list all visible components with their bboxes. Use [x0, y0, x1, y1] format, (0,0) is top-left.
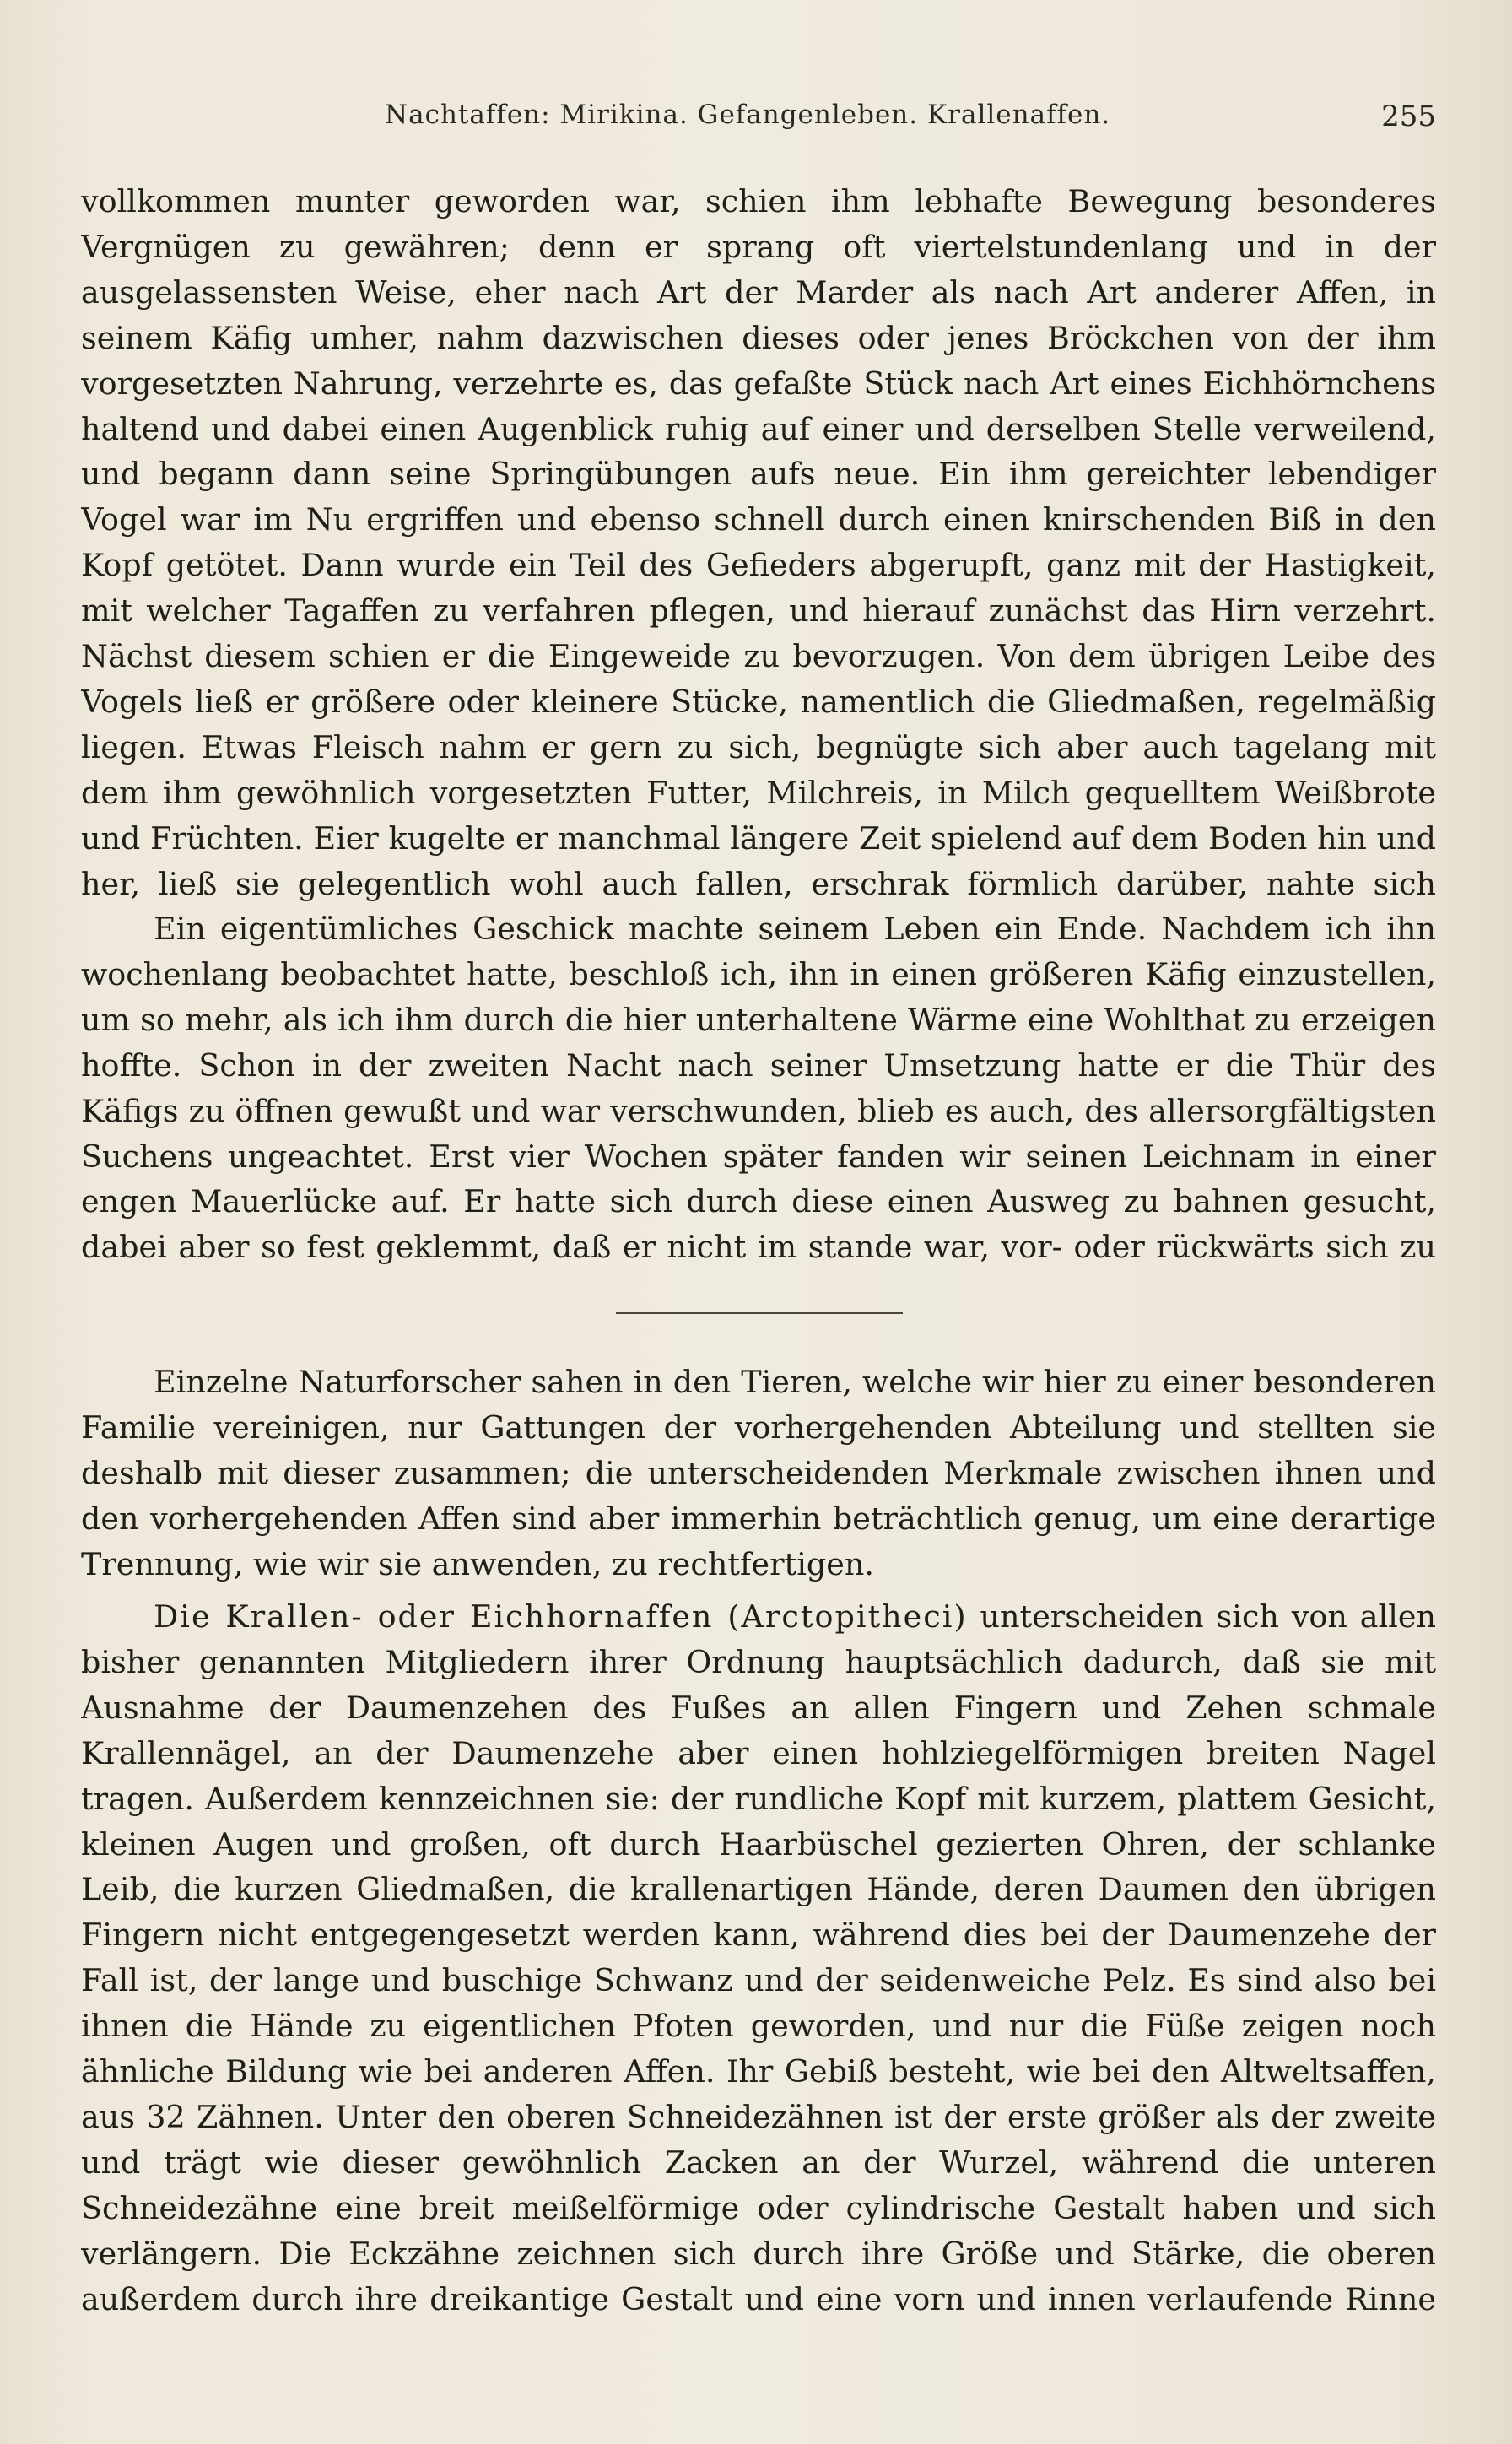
page-number: 255	[1381, 100, 1436, 133]
paragraph-3: Einzelne Naturforscher sahen in den Tieren, welche wir hier zu einer besonderen Familie vereinigen, nur Gattungen der vorhergehenden Abteilung und stellten sie deshalb mit dieser zusammen; die unterscheidenden Merkmale zwischen ihnen und den vorhergehenden Affen sind aber immerhin beträchtlich genug, um eine derartige Trennung, wie wir sie anwenden, zu rechtfertigen.	[81, 1364, 1436, 1582]
section-divider-line	[616, 1312, 903, 1314]
section-divider-area	[81, 1270, 1436, 1360]
running-head: Nachtaffen: Mirikina. Gefangenleben. Krallenaffen.	[385, 100, 1111, 130]
body-text	[81, 179, 1436, 2320]
paragraph-1: vollkommen munter geworden war, schien ihm lebhafte Bewegung besonderes Vergnügen zu gewähren; denn er sprang oft viertelstundenlang und in der ausgelassensten Weise, eher nach Art der Marder als nach Art anderer Affen, in seinem Käfig umher, nahm dazwischen dieses oder jenes Bröckchen von der ihm vorgesetzten Nahrung, verzehrte es, das gefaßte Stück nach Art eines Eichhörnchens haltend und dabei einen Augenblick ruhig auf einer und derselben Stelle verweilend, und begann dann seine Springübungen aufs neue. Ein ihm gereichter lebendiger Vogel war im Nu ergriffen und ebenso schnell durch einen knirschenden Biß in den Kopf getötet. Dann wurde ein Teil des Gefieders abgerupft, ganz mit der Hastigkeit, mit welcher Tagaffen zu verfahren pflegen, und hierauf zunächst das Hirn verzehrt. Nächst diesem schien er die Eingeweide zu bevorzugen. Von dem übrigen Leibe des Vogels ließ er größere oder kleinere Stücke, namentlich die Gliedmaßen, regelmäßig liegen. Etwas Fleisch nahm er gern zu sich, begnügte sich aber auch tagelang mit dem ihm gewöhnlich vorgesetzten Futter, Milchreis, in Milch gequelltem Weißbrote und Früchten. Eier kugelte er manchmal längere Zeit spielend auf dem Boden hin und her, ließ sie gelegentlich wohl auch fallen, erschrak förmlich darüber, nahte sich	[81, 183, 1436, 902]
paragraph-2: Ein eigentümliches Geschick machte seinem Leben ein Ende. Nachdem ich ihn wochenlang beobachtet hatte, beschloß ich, ihn in einen größeren Käfig einzustellen, um so mehr, als ich ihm durch die hier unterhaltene Wärme eine Wohlthat zu erzeigen hoffte. Schon in der zweiten Nacht nach seiner Umsetzung hatte er die Thür des Käfigs zu öffnen gewußt und war verschwunden, blieb es auch, des allersorgfältigsten Suchens ungeachtet. Erst vier Wochen später fanden wir seinen Leichnam in einer engen Mauerlücke auf. Er hatte sich durch diese einen Ausweg zu bahnen gesucht, dabei aber so fest geklemmt, daß er nicht im stande war, vor- oder rückwärts sich zu	[81, 911, 1436, 1266]
paragraph-4-body: unterscheiden sich von allen bisher genannten Mitgliedern ihrer Ordnung hauptsächlich dadurch, daß sie mit Ausnahme der Daumenzehen des Fußes an allen Fingern und Zehen schmale Krallennägel, an der Daumenzehe aber einen hohlziegelförmigen breiten Nagel tragen. Außerdem kennzeichnen sie: der rundliche Kopf mit kurzem, plattem Gesicht, kleinen Augen und großen, oft durch Haarbüschel gezierten Ohren, der schlanke Leib, die kurzen Gliedmaßen, die krallenartigen Hände, deren Daumen den übrigen Fingern nicht entgegengesetzt werden kann, während dies bei der Daumenzehe der Fall ist, der lange und buschige Schwanz und der seidenweiche Pelz. Es sind also bei ihnen die Hände zu eigentlichen Pfoten geworden, und nur die Füße zeigen noch ähnliche Bildung wie bei anderen Affen. Ihr Gebiß besteht, wie bei den Altweltsaffen, aus 32 Zähnen. Unter den oberen Schneidezähnen ist der erste größer als der zweite und trägt wie dieser gewöhnlich Zacken an der Wurzel, während die unteren Schneidezähne eine breit meißelförmige oder cylindrische Gestalt haben und sich verlängern. Die Eckzähne zeichnen sich durch ihre Größe und Stärke, die oberen außerdem durch ihre dreikantige Gestalt und eine vorn und innen verlaufende Rinne	[81, 1598, 1436, 2317]
paragraph-4	[81, 1594, 1436, 2320]
page-header	[81, 100, 1436, 150]
paragraph-4-lead: Die Krallen- oder Eichhornaffen (Arctopitheci)	[154, 1598, 968, 1635]
